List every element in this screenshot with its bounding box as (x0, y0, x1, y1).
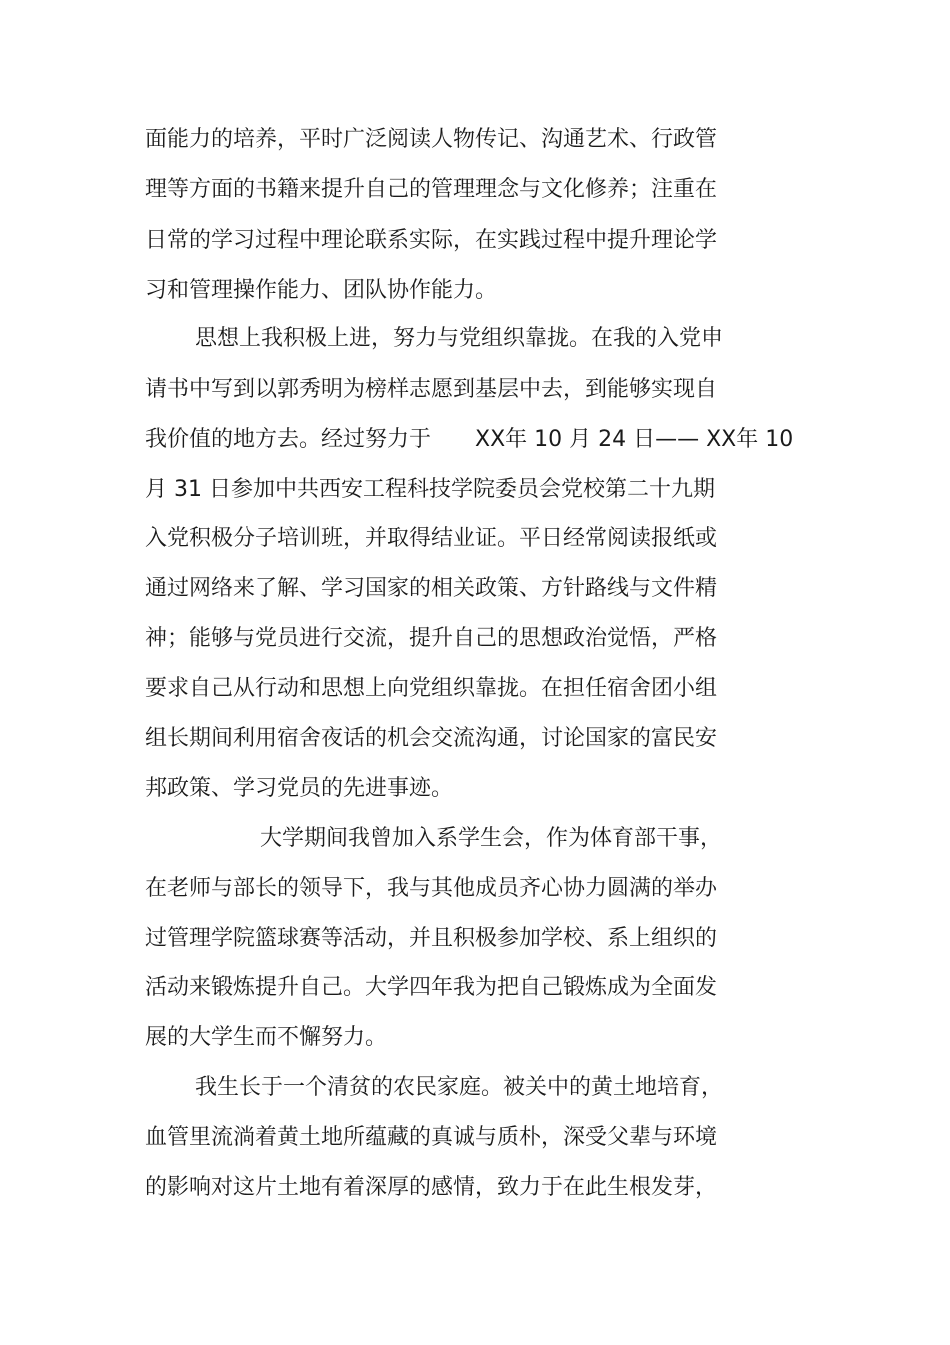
text-line: 日常的学习过程中理论联系实际，在实践过程中提升理论学 (145, 228, 718, 253)
text-line: 月 31 日参加中共西安工程科技学院委员会党校第二十九期 (145, 477, 715, 502)
paragraph-first-line: 大学期间我曾加入系学生会，作为体育部干事， (260, 826, 723, 851)
paragraph-first-line: 思想上我积极上进，努力与党组织靠拢。在我的入党申 (195, 326, 724, 351)
text-line: 邦政策、学习党员的先进事迹。 (145, 776, 454, 801)
text-line: 要求自己从行动和思想上向党组织靠拢。在担任宿舍团小组 (145, 676, 718, 701)
text-line: 展的大学生而不懈努力。 (145, 1025, 388, 1050)
text-line: 血管里流淌着黄土地所蕴藏的真诚与质朴，深受父辈与环境 (145, 1125, 718, 1150)
text-line: 在老师与部长的领导下，我与其他成员齐心协力圆满的举办 (145, 876, 718, 901)
text-line: 请书中写到以郭秀明为榜样志愿到基层中去，到能够实现自 (145, 377, 718, 402)
text-line: 组长期间利用宿舍夜话的机会交流沟通，讨论国家的富民安 (145, 726, 718, 751)
text-line: 我价值的地方去。经过努力于 XX年 10 月 24 日—— XX年 10 (145, 427, 794, 452)
text-line: 的影响对这片土地有着深厚的感情，致力于在此生根发芽， (145, 1175, 718, 1200)
text-line: 习和管理操作能力、团队协作能力。 (145, 278, 498, 303)
text-line: 理等方面的书籍来提升自己的管理理念与文化修养；注重在 (145, 177, 718, 202)
text-line: 面能力的培养，平时广泛阅读人物传记、沟通艺术、行政管 (145, 127, 718, 152)
text-line: 过管理学院篮球赛等活动，并且积极参加学校、系上组织的 (145, 926, 718, 951)
text-line: 神；能够与党员进行交流，提升自己的思想政治觉悟，严格 (145, 626, 718, 651)
paragraph-first-line: 我生长于一个清贫的农民家庭。被关中的黄土地培育， (195, 1075, 724, 1100)
text-line: 入党积极分子培训班，并取得结业证。平日经常阅读报纸或 (145, 526, 718, 551)
text-line: 活动来锻炼提升自己。大学四年我为把自己锻炼成为全面发 (145, 975, 718, 1000)
text-line: 通过网络来了解、学习国家的相关政策、方针路线与文件精 (145, 576, 718, 601)
